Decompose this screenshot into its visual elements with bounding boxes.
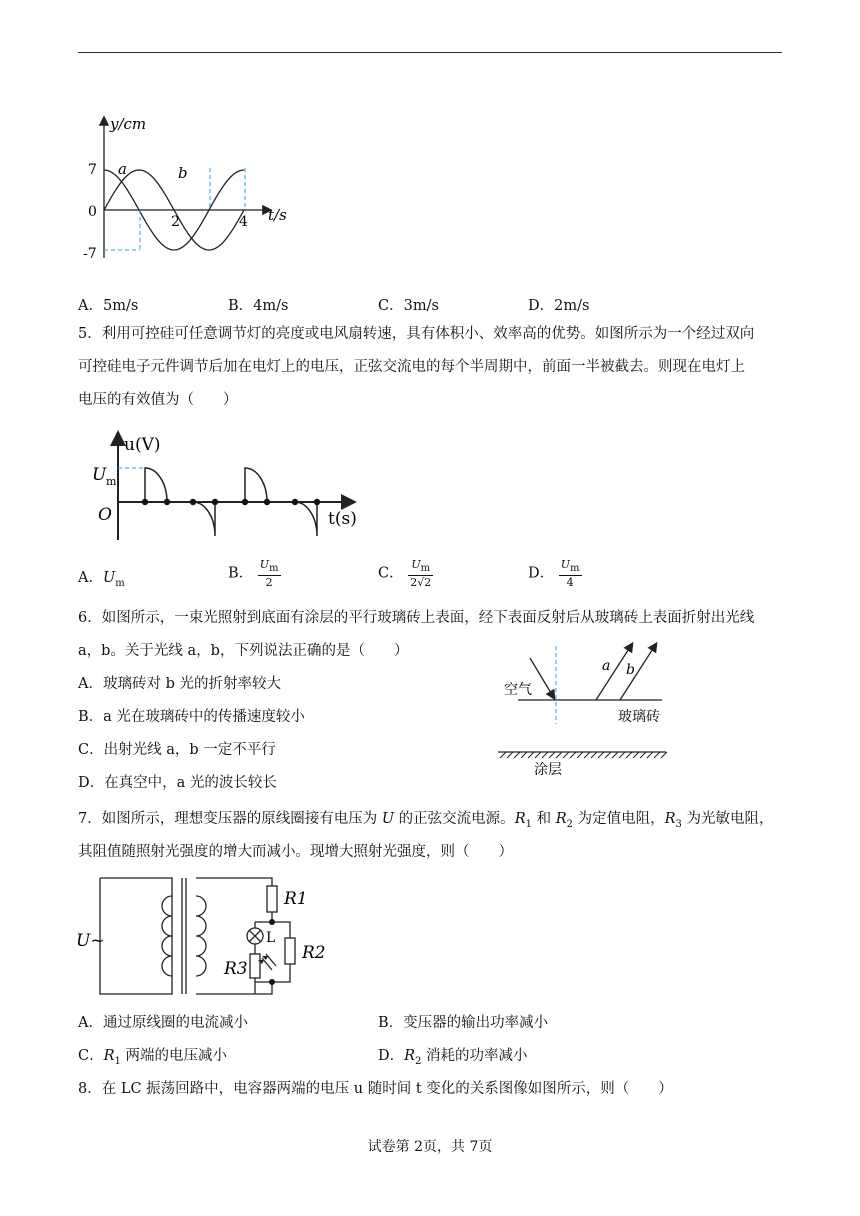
um-label-sub: m [106, 475, 117, 488]
glass-label: 玻璃砖 [618, 708, 660, 724]
q7-option-c[interactable]: C．$R_1$ 两端的电压减小 [78, 1048, 228, 1067]
transformer-circuit [72, 870, 332, 1002]
q6-line-2: a，b。关于光线 a，b，下列说法正确的是（ ） [78, 643, 409, 659]
q7-option-b[interactable]: B．变压器的输出功率减小 [378, 1015, 549, 1031]
r1-label: R1 [284, 889, 308, 909]
fraction-d: $\frac{U_m}{4}$ [560, 558, 580, 590]
source-label: U~ [76, 931, 105, 951]
t-axis-label: t/s [268, 206, 287, 224]
r2-label: R2 [302, 943, 326, 963]
q5-line-1: 5．利用可控硅可任意调节灯的亮度或电风扇转速，具有体积小、效率高的优势。如图所示为一个经过双向 [78, 326, 755, 342]
tick-2: 2 [171, 214, 180, 230]
air-label: 空气 [504, 681, 532, 697]
q4-option-c[interactable]: C．3m/s [378, 298, 439, 314]
q6-option-d[interactable]: D．在真空中，a 光的波长较长 [78, 775, 277, 791]
tick-4: 4 [239, 214, 248, 230]
curve-label-b: b [178, 164, 188, 182]
chopped-ac-graph [88, 428, 363, 548]
q5-option-a[interactable]: A．$U_m$ [78, 570, 125, 589]
y-axis-label: y/cm [110, 115, 147, 133]
ray-label-a: a [602, 658, 611, 674]
q4-option-d[interactable]: D．2m/s [528, 298, 590, 314]
q5-option-c[interactable]: C． $\frac{U_m}{2√2}$ [378, 558, 432, 590]
q4-option-b[interactable]: B．4m/s [228, 298, 289, 314]
q4-option-a[interactable]: A．5m/s [78, 298, 139, 314]
tick-neg7: -7 [83, 246, 97, 262]
ray-label-b: b [626, 662, 635, 678]
q6-option-a[interactable]: A．玻璃砖对 b 光的折射率较大 [78, 676, 281, 692]
q7-option-d[interactable]: D．$R_2$ 消耗的功率减小 [378, 1048, 528, 1067]
origin-label: O [98, 505, 112, 525]
q6-option-b[interactable]: B．a 光在玻璃砖中的传播速度较小 [78, 709, 305, 725]
q8-line: 8．在 LC 振荡回路中，电容器两端的电压 u 随时间 t 变化的关系图像如图所示，则（ ） [78, 1081, 673, 1097]
tick-0: 0 [88, 204, 97, 220]
coating-label: 涂层 [534, 761, 562, 777]
um-label: U [92, 465, 107, 485]
q5-option-d[interactable]: D． $\frac{U_m}{4}$ [528, 558, 580, 590]
q7-line-2: 其阻值随照射光强度的增大而减小。现增大照射光强度，则（ ） [78, 844, 513, 860]
fraction-b: $\frac{U_m}{2}$ [259, 558, 279, 590]
header-rule [78, 52, 782, 53]
page-footer: 试卷第 2页，共 7页 [367, 1139, 493, 1155]
t-axis-label-q5: t(s) [328, 509, 357, 529]
glass-brick-diagram [490, 636, 680, 786]
tick-7: 7 [88, 162, 97, 178]
u-axis-label: u(V) [124, 435, 161, 455]
fraction-c: $\frac{U_m}{2√2}$ [410, 558, 432, 590]
q5-option-b[interactable]: B． $\frac{U_m}{2}$ [228, 558, 279, 590]
q5-line-2: 可控硅电子元件调节后加在电灯上的电压，正弦交流电的每个半周期中，前面一半被截去。则现在电灯上 [78, 359, 745, 375]
wave-graph [80, 108, 300, 268]
q5-line-3: 电压的有效值为（ ） [78, 392, 238, 408]
lamp-label: L [266, 930, 276, 946]
curve-label-a: a [118, 160, 127, 178]
r3-label: R3 [224, 959, 248, 979]
q7-option-a[interactable]: A．通过原线圈的电流减小 [78, 1015, 248, 1031]
q6-line-1: 6．如图所示，一束光照射到底面有涂层的平行玻璃砖上表面，经下表面反射后从玻璃砖上表面折射出光线 [78, 610, 755, 626]
q6-option-c[interactable]: C．出射光线 a，b 一定不平行 [78, 742, 276, 758]
q7-line-1: 7．如图所示，理想变压器的原线圈接有电压为 U 的正弦交流电源。$R_1$ 和 $R_2$ 为定值电阻，$R_3$ 为光敏电阻， [78, 811, 774, 830]
